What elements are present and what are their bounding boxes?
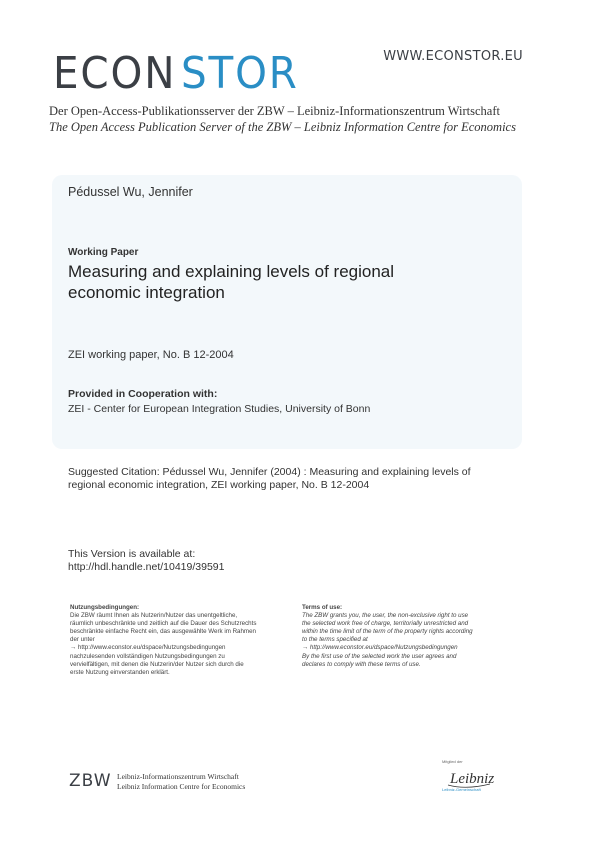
terms-english-line: The ZBW grants you, the user, the non-exclusive right to use	[302, 612, 469, 620]
zbw-name-english: Leibniz Information Centre for Economics	[117, 782, 246, 791]
terms-english-line: declares to comply with these terms of use.	[302, 660, 421, 668]
suggested-citation: Suggested Citation: Pédussel Wu, Jennifer (2004) : Measuring and explaining levels of regional economic integration, ZEI working paper, No. B 12-2004	[68, 466, 471, 491]
leibniz-member-label: Mitglied der	[442, 759, 463, 764]
terms-english-heading: Terms of use:	[302, 604, 343, 611]
terms-german-line: beschränkte einfache Recht ein, das ausgewählte Werk im Rahmen	[70, 628, 256, 636]
terms-english	[302, 604, 518, 669]
tagline-german: Der Open-Access-Publikationsserver der ZBW – Leibniz-Informationszentrum Wirtschaft	[49, 104, 500, 118]
document-title: Measuring and explaining levels of regional economic integration	[68, 262, 395, 302]
leibniz-logo-subtext: Leibniz-Gemeinschaft	[442, 787, 481, 792]
econstor-logo	[53, 48, 309, 99]
leibniz-logo	[440, 764, 502, 800]
terms-english-line: to the terms specified at	[302, 636, 368, 644]
terms-german-heading: Nutzungsbedingungen:	[70, 604, 140, 611]
terms-english-line: By the first use of the selected work the user agrees and	[302, 652, 457, 660]
handle-link[interactable]: http://hdl.handle.net/10419/39591	[68, 561, 225, 573]
leibniz-logo-script: Leibniz	[450, 771, 495, 787]
terms-german-line: der unter	[70, 636, 95, 644]
terms-english-line: within the time limit of the term of the property rights according	[302, 628, 473, 636]
terms-german-line: nachzulesenden vollständigen Nutzungsbedingungen zu	[70, 652, 225, 660]
zbw-name-german: Leibniz-Informationszentrum Wirtschaft	[117, 772, 239, 781]
cooperation-organization: ZEI - Center for European Integration Studies, University of Bonn	[68, 403, 371, 415]
terms-german-line: Die ZBW räumt Ihnen als Nutzerin/Nutzer das unentgeltliche,	[70, 612, 238, 620]
tagline-english: The Open Access Publication Server of the ZBW – Leibniz Information Centre for Economics	[49, 120, 516, 134]
logo-econ-text: ECON	[53, 48, 177, 99]
site-url-link[interactable]: WWW.ECONSTOR.EU	[383, 49, 523, 64]
document-type: Working Paper	[68, 247, 139, 258]
series-info: ZEI working paper, No. B 12-2004	[68, 349, 234, 361]
terms-english-link[interactable]: → http://www.econstor.eu/dspace/Nutzungsbedingungen	[302, 644, 458, 652]
cooperation-label: Provided in Cooperation with:	[68, 388, 218, 400]
terms-german	[70, 604, 286, 677]
terms-german-link[interactable]: → http://www.econstor.eu/dspace/Nutzungsbedingungen	[70, 644, 226, 652]
version-label: This Version is available at:	[68, 548, 196, 560]
terms-german-line: räumlich unbeschränkte und zeitlich auf die Dauer des Schutzrechts	[70, 620, 257, 628]
logo-stor-text: STOR	[181, 48, 299, 99]
terms-english-line: the selected work free of charge, territorially unrestricted and	[302, 620, 469, 628]
terms-german-line: erste Nutzung einverstanden erklärt.	[70, 668, 170, 676]
author-name: Pédussel Wu, Jennifer	[68, 185, 193, 199]
terms-german-line: vervielfältigen, mit denen die Nutzerin/der Nutzer sich durch die	[70, 660, 244, 668]
zbw-logo: ZBW	[69, 771, 112, 791]
